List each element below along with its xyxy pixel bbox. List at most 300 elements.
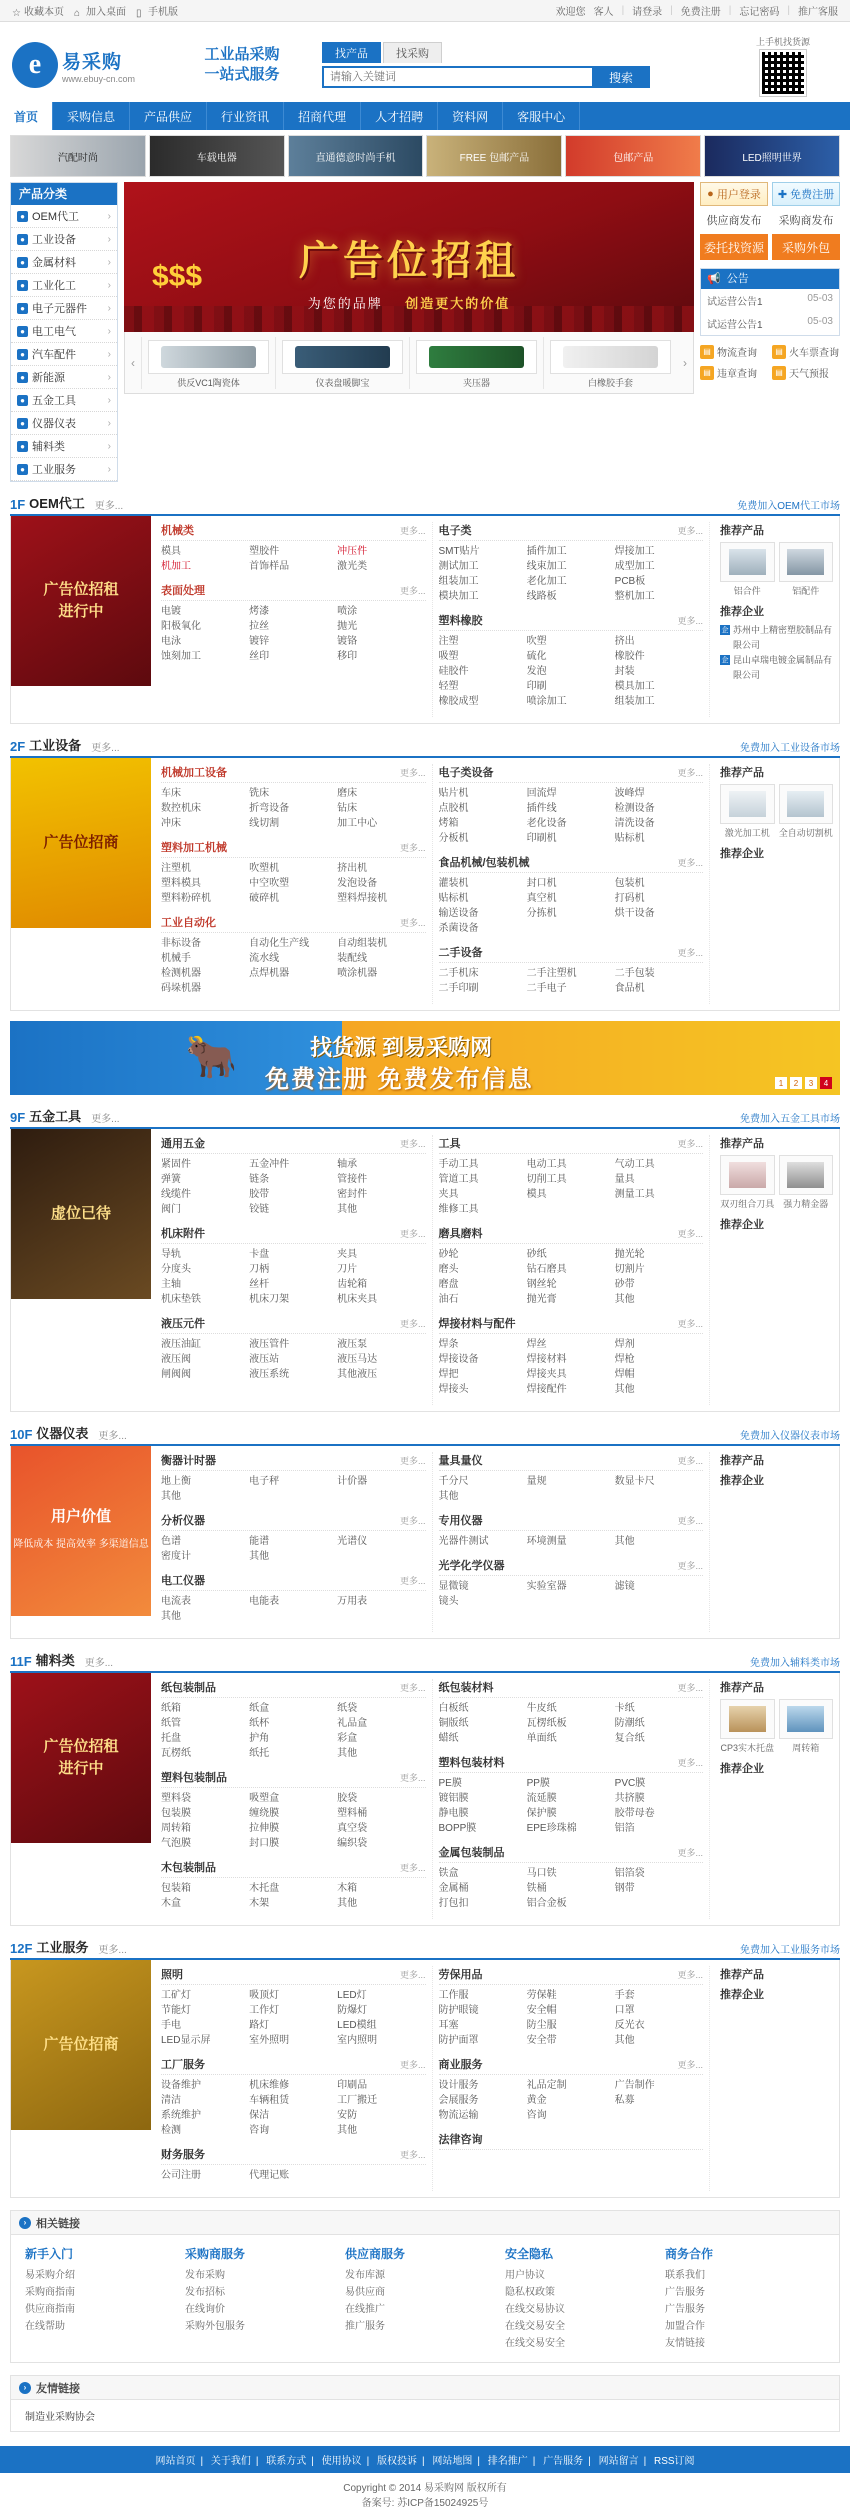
category-link[interactable]: 环境测量	[526, 1536, 567, 1547]
category-link[interactable]: 保洁	[249, 2110, 270, 2121]
group-more-link[interactable]: 更多...	[399, 1682, 426, 1693]
bottom-nav-item[interactable]: 网站留言	[598, 2456, 639, 2467]
product-card[interactable]	[779, 1699, 834, 1754]
category-link[interactable]: 胶带	[249, 1189, 270, 1200]
carousel-prev-icon[interactable]: ‹	[131, 355, 135, 370]
category-link[interactable]: 口罩	[614, 2005, 635, 2016]
floor-join-link[interactable]: 免费加入OEM代工市场	[737, 501, 840, 512]
category-link[interactable]: 蚀刻加工	[161, 651, 201, 662]
category-link[interactable]: 二手电子	[526, 983, 567, 994]
carousel-next-icon[interactable]: ›	[683, 355, 687, 370]
notice-item[interactable]	[701, 312, 839, 335]
category-link[interactable]: 保护膜	[526, 1808, 557, 1819]
category-link[interactable]: 纸管	[161, 1718, 181, 1729]
category-link[interactable]: 镀锌	[249, 636, 270, 647]
category-link[interactable]: 铁盒	[438, 1868, 459, 1879]
category-link[interactable]: 电镀	[161, 606, 181, 617]
category-link[interactable]: 护角	[249, 1733, 270, 1744]
floor-join-link[interactable]: 免费加入工业设备市场	[740, 743, 840, 754]
category-link[interactable]: 黄金	[526, 2095, 547, 2106]
category-link[interactable]: 丝印	[249, 651, 270, 662]
category-link[interactable]: 铜版纸	[438, 1718, 469, 1729]
category-link[interactable]: 五金冲件	[249, 1159, 290, 1170]
search-input[interactable]	[322, 66, 592, 88]
register-link[interactable]: 免费注册	[680, 7, 721, 18]
footer-link[interactable]: 在线询价	[185, 2304, 225, 2315]
footer-link[interactable]: 隐私权政策	[505, 2287, 555, 2298]
category-link[interactable]: 室内照明	[337, 2035, 378, 2046]
category-link[interactable]: 焊接头	[438, 1384, 469, 1395]
bottom-nav-item[interactable]: RSS订阅	[653, 2456, 695, 2467]
category-link[interactable]: 杀菌设备	[438, 923, 479, 934]
floor-ad-banner[interactable]: 广告位招租 进行中	[11, 1673, 151, 1843]
category-link[interactable]: 真空袋	[337, 1823, 368, 1834]
category-link[interactable]: 防潮纸	[614, 1718, 645, 1729]
category-link[interactable]: 数显卡尺	[614, 1476, 655, 1487]
category-link[interactable]: 线路板	[526, 591, 557, 602]
category-link[interactable]: 铝箔袋	[614, 1868, 645, 1879]
category-link[interactable]: 切割片	[614, 1264, 645, 1275]
ad-banner-phone-glasses[interactable]: 直通德意时尚手机	[288, 135, 424, 177]
category-link[interactable]: 其他	[337, 2125, 358, 2136]
category-link[interactable]: 流水线	[249, 953, 280, 964]
category-link[interactable]: 注塑	[438, 636, 459, 647]
user-login-button[interactable]	[700, 182, 768, 206]
category-link[interactable]: 整机加工	[614, 591, 655, 602]
category-link[interactable]: 管道工具	[438, 1174, 479, 1185]
category-link[interactable]: 线束加工	[526, 561, 567, 572]
floor-ad-banner[interactable]: 广告位招租 进行中	[11, 516, 151, 686]
category-link[interactable]: 硅胶件	[438, 666, 469, 677]
category-link[interactable]: 滤镜	[614, 1581, 635, 1592]
category-link[interactable]: 地上衡	[161, 1476, 191, 1487]
category-link[interactable]: 单面纸	[526, 1733, 557, 1744]
category-link[interactable]: 蜡纸	[438, 1733, 459, 1744]
category-link[interactable]: 卡盘	[249, 1249, 270, 1260]
category-link[interactable]: 电能表	[249, 1596, 280, 1607]
category-link[interactable]: 木架	[249, 1898, 270, 1909]
category-link[interactable]: SMT贴片	[438, 546, 480, 557]
category-link[interactable]: 数控机床	[161, 803, 201, 814]
category-link[interactable]: EPE珍珠棉	[526, 1823, 577, 1834]
category-link[interactable]: 安全帽	[526, 2005, 557, 2016]
sidebar-item-instruments[interactable]	[11, 412, 117, 435]
category-link[interactable]: 橡胶件	[614, 651, 645, 662]
category-link[interactable]: 液压阀	[161, 1354, 191, 1365]
category-link[interactable]: 安防	[337, 2110, 358, 2121]
bottom-nav-item[interactable]: 网站地图	[432, 2456, 473, 2467]
floor-more-link[interactable]: 更多...	[98, 1431, 127, 1442]
category-link[interactable]: 老化设备	[526, 818, 567, 829]
footer-link[interactable]: 友情链接	[665, 2338, 705, 2349]
category-link[interactable]: 线缆件	[161, 1189, 191, 1200]
footer-link[interactable]: 加盟合作	[665, 2321, 705, 2332]
tab-find-purchase[interactable]: 找采购	[383, 42, 442, 63]
forgot-password-link[interactable]: 忘记密码	[739, 7, 780, 18]
category-link[interactable]: 焊接夹具	[526, 1369, 567, 1380]
category-link[interactable]: 其他	[614, 1384, 635, 1395]
category-link[interactable]: 节能灯	[161, 2005, 191, 2016]
category-link[interactable]: 组装加工	[614, 696, 655, 707]
group-more-link[interactable]: 更多...	[677, 2059, 703, 2070]
category-link[interactable]: 冲压件	[337, 546, 368, 557]
category-link[interactable]: 周转箱	[161, 1823, 191, 1834]
category-link[interactable]: 焊丝	[526, 1339, 547, 1350]
product-card[interactable]	[720, 1699, 775, 1754]
service-traffic-violation-query[interactable]	[700, 365, 768, 380]
footer-link[interactable]: 用户协议	[505, 2270, 545, 2281]
category-link[interactable]: 印刷机	[526, 833, 557, 844]
category-link[interactable]: 包装箱	[161, 1883, 191, 1894]
category-link[interactable]: 焊枪	[614, 1354, 635, 1365]
category-link[interactable]: 纸箱	[161, 1703, 181, 1714]
footer-link[interactable]: 易供应商	[345, 2287, 385, 2298]
category-link[interactable]: 吸顶灯	[249, 1990, 280, 2001]
category-link[interactable]: 链条	[249, 1174, 270, 1185]
group-more-link[interactable]: 更多...	[677, 1228, 703, 1239]
category-link[interactable]: 折弯设备	[249, 803, 290, 814]
category-link[interactable]: 工矿灯	[161, 1990, 191, 2001]
tab-find-product[interactable]: 找产品	[322, 42, 381, 63]
category-link[interactable]: 二手包装	[614, 968, 655, 979]
login-link[interactable]: 请登录	[632, 7, 663, 18]
category-link[interactable]: 注塑机	[161, 863, 191, 874]
category-link[interactable]: 钢丝轮	[526, 1279, 557, 1290]
category-link[interactable]: 耳塞	[438, 2020, 459, 2031]
category-link[interactable]: 夹具	[438, 1189, 459, 1200]
sidebar-item-new-energy[interactable]	[11, 366, 117, 389]
category-link[interactable]: 纸盒	[249, 1703, 270, 1714]
category-link[interactable]: 焊接配件	[526, 1384, 567, 1395]
group-more-link[interactable]: 更多...	[399, 1575, 426, 1586]
category-link[interactable]: 插件加工	[526, 546, 567, 557]
sidebar-item-industrial-services[interactable]	[11, 458, 117, 481]
category-link[interactable]: 自动化生产线	[249, 938, 310, 949]
group-more-link[interactable]: 更多...	[399, 525, 426, 536]
category-link[interactable]: 线切割	[249, 818, 280, 829]
category-link[interactable]: 刀片	[337, 1264, 358, 1275]
category-link[interactable]: 印刷品	[337, 2080, 368, 2091]
category-link[interactable]: 码垛机器	[161, 983, 201, 994]
nav-item-agency[interactable]: 招商代理	[284, 102, 361, 130]
floor-ad-banner[interactable]: 广告位招商	[11, 758, 151, 928]
floor-ad-banner[interactable]: 广告位招商	[11, 1960, 151, 2130]
category-link[interactable]: 安全带	[526, 2035, 557, 2046]
group-more-link[interactable]: 更多...	[677, 947, 703, 958]
category-link[interactable]: 加工中心	[337, 818, 378, 829]
category-link[interactable]: 齿轮箱	[337, 1279, 368, 1290]
floor-more-link[interactable]: 更多...	[94, 501, 124, 512]
category-link[interactable]: 设备维护	[161, 2080, 201, 2091]
category-link[interactable]: 输送设备	[438, 908, 479, 919]
category-link[interactable]: 塑胶件	[249, 546, 280, 557]
category-link[interactable]: 分板机	[438, 833, 469, 844]
category-link[interactable]: 其他	[438, 1491, 459, 1502]
floor-join-link[interactable]: 免费加入工业服务市场	[740, 1945, 840, 1956]
category-link[interactable]: 木箱	[337, 1883, 358, 1894]
nav-item-resources[interactable]: 资料网	[438, 102, 503, 130]
category-link[interactable]: 焊条	[438, 1339, 459, 1350]
category-link[interactable]: 管接件	[337, 1174, 368, 1185]
group-more-link[interactable]: 更多...	[399, 767, 426, 778]
category-link[interactable]: 磨床	[337, 788, 358, 799]
category-link[interactable]: 油石	[438, 1294, 459, 1305]
category-link[interactable]: 挤出	[614, 636, 635, 647]
category-link[interactable]: 镀铝膜	[438, 1793, 469, 1804]
category-link[interactable]: 波峰焊	[614, 788, 645, 799]
category-link[interactable]: 食品机	[614, 983, 645, 994]
purchase-outsourcing-button[interactable]: 采购外包	[772, 234, 840, 260]
floor-join-link[interactable]: 免费加入仪器仪表市场	[740, 1431, 840, 1442]
category-link[interactable]: 打包扣	[438, 1898, 469, 1909]
category-link[interactable]: 移印	[337, 651, 358, 662]
product-card[interactable]	[720, 784, 775, 839]
sidebar-item-industrial-chemicals[interactable]	[11, 274, 117, 297]
thumbnail-item[interactable]	[275, 337, 409, 389]
category-link[interactable]: 其他	[161, 1611, 181, 1622]
hero-banner[interactable]	[124, 182, 694, 332]
category-link[interactable]: 会展服务	[438, 2095, 479, 2106]
category-link[interactable]: 路灯	[249, 2020, 270, 2031]
category-link[interactable]: 防爆灯	[337, 2005, 368, 2016]
ad-banner-car-electronics[interactable]: 车载电器	[149, 135, 285, 177]
category-link[interactable]: 烤箱	[438, 818, 459, 829]
category-link[interactable]: 塑料模具	[161, 878, 201, 889]
firm-item[interactable]	[720, 653, 833, 683]
category-link[interactable]: 气泡膜	[161, 1838, 191, 1849]
category-link[interactable]: 手动工具	[438, 1159, 479, 1170]
category-link[interactable]: 焊接材料	[526, 1354, 567, 1365]
category-link[interactable]: 共挤膜	[614, 1793, 645, 1804]
category-link[interactable]: 橡胶成型	[438, 696, 479, 707]
floor-join-link[interactable]: 免费加入辅料类市场	[750, 1658, 840, 1669]
category-link[interactable]: 封口膜	[249, 1838, 280, 1849]
category-link[interactable]: 铁桶	[526, 1883, 547, 1894]
category-link[interactable]: 胶袋	[337, 1793, 358, 1804]
nav-item-industry-news[interactable]: 行业资讯	[207, 102, 284, 130]
category-link[interactable]: 抛光轮	[614, 1249, 645, 1260]
search-button[interactable]: 搜索	[592, 66, 650, 88]
category-link[interactable]: 维修工具	[438, 1204, 479, 1215]
footer-link[interactable]: 发布采购	[185, 2270, 225, 2281]
sidebar-item-auxiliary-materials[interactable]	[11, 435, 117, 458]
category-link[interactable]: 塑料桶	[337, 1808, 368, 1819]
footer-link[interactable]: 采购外包服务	[185, 2321, 245, 2332]
category-link[interactable]: 喷涂	[337, 606, 358, 617]
footer-link[interactable]: 广告服务	[665, 2304, 705, 2315]
category-link[interactable]: 防尘服	[526, 2020, 557, 2031]
nav-item-purchase-info[interactable]: 采购信息	[53, 102, 130, 130]
group-more-link[interactable]: 更多...	[677, 525, 703, 536]
category-link[interactable]: 量规	[526, 1476, 547, 1487]
group-more-link[interactable]: 更多...	[677, 1969, 703, 1980]
group-more-link[interactable]: 更多...	[677, 1138, 703, 1149]
category-link[interactable]: 车辆租赁	[249, 2095, 290, 2106]
category-link[interactable]: 其他	[614, 1536, 635, 1547]
category-link[interactable]: 防护眼镜	[438, 2005, 479, 2016]
category-link[interactable]: 纸托	[249, 1748, 270, 1759]
promo-dot[interactable]: 3	[805, 1077, 817, 1089]
category-link[interactable]: 机床垫铁	[161, 1294, 201, 1305]
ad-banner-free-shipping[interactable]: 包邮产品	[565, 135, 701, 177]
category-link[interactable]: 实验室器	[526, 1581, 567, 1592]
category-link[interactable]: 液压油缸	[161, 1339, 201, 1350]
footer-link[interactable]: 推广服务	[345, 2321, 385, 2332]
nav-item-home[interactable]: 首页	[0, 102, 53, 130]
thumbnail-item[interactable]	[141, 337, 275, 389]
group-more-link[interactable]: 更多...	[677, 1455, 703, 1466]
category-link[interactable]: 灌装机	[438, 878, 469, 889]
category-link[interactable]: 检测设备	[614, 803, 655, 814]
group-more-link[interactable]: 更多...	[399, 1138, 426, 1149]
category-link[interactable]: 胶带母卷	[614, 1808, 655, 1819]
sidebar-item-electrical[interactable]	[11, 320, 117, 343]
category-link[interactable]: 工厂搬迁	[337, 2095, 378, 2106]
category-link[interactable]: 物流运输	[438, 2110, 479, 2121]
category-link[interactable]: 手套	[614, 1990, 635, 2001]
category-link[interactable]: 其他	[249, 1551, 270, 1562]
product-card[interactable]	[779, 542, 834, 597]
category-link[interactable]: 分度头	[161, 1264, 191, 1275]
category-link[interactable]: 铣床	[249, 788, 270, 799]
category-link[interactable]: 砂带	[614, 1279, 635, 1290]
category-link[interactable]: 电流表	[161, 1596, 191, 1607]
group-more-link[interactable]: 更多...	[677, 857, 703, 868]
category-link[interactable]: 机床刀架	[249, 1294, 290, 1305]
category-link[interactable]: 瓦楞纸	[161, 1748, 191, 1759]
floor-more-link[interactable]: 更多...	[84, 1658, 114, 1669]
ad-banner-auto-parts[interactable]: 汽配时尚	[10, 135, 146, 177]
category-link[interactable]: 清洗设备	[614, 818, 655, 829]
group-more-link[interactable]: 更多...	[399, 917, 426, 928]
category-link[interactable]: 烤漆	[249, 606, 270, 617]
category-link[interactable]: PCB板	[614, 576, 646, 587]
category-link[interactable]: PVC膜	[614, 1778, 646, 1789]
category-link[interactable]: 显微镜	[438, 1581, 469, 1592]
category-link[interactable]: 贴标机	[614, 833, 645, 844]
category-link[interactable]: 咨询	[249, 2125, 270, 2136]
category-link[interactable]: 室外照明	[249, 2035, 290, 2046]
category-link[interactable]: PP膜	[526, 1778, 550, 1789]
category-link[interactable]: 缠绕膜	[249, 1808, 280, 1819]
category-link[interactable]: 系统维护	[161, 2110, 201, 2121]
category-link[interactable]: 中空吹塑	[249, 878, 290, 889]
category-link[interactable]: 焊接加工	[614, 546, 655, 557]
footer-link[interactable]: 在线帮助	[25, 2321, 65, 2332]
category-link[interactable]: 木托盘	[249, 1883, 280, 1894]
product-card[interactable]	[720, 1155, 775, 1210]
sidebar-item-metal-materials[interactable]	[11, 251, 117, 274]
category-link[interactable]: 二手印刷	[438, 983, 479, 994]
product-card[interactable]	[779, 1155, 834, 1210]
category-link[interactable]: 反光衣	[614, 2020, 645, 2031]
category-link[interactable]: 计价器	[337, 1476, 368, 1487]
category-link[interactable]: 量具	[614, 1174, 635, 1185]
category-link[interactable]: 车床	[161, 788, 181, 799]
category-link[interactable]: 模块加工	[438, 591, 479, 602]
promo-dot-active[interactable]: 4	[820, 1077, 832, 1089]
category-link[interactable]: 焊把	[438, 1369, 459, 1380]
category-link[interactable]: 砂纸	[526, 1249, 547, 1260]
footer-link[interactable]: 在线推广	[345, 2304, 385, 2315]
nav-item-support[interactable]: 客服中心	[503, 102, 580, 130]
ad-banner-led[interactable]: LED照明世界	[704, 135, 840, 177]
category-link[interactable]: BOPP膜	[438, 1823, 477, 1834]
category-link[interactable]: 吹塑机	[249, 863, 280, 874]
category-link[interactable]: 拉伸膜	[249, 1823, 280, 1834]
category-link[interactable]: 非标设备	[161, 938, 201, 949]
category-link[interactable]: 贴片机	[438, 788, 469, 799]
category-link[interactable]: 激光类	[337, 561, 368, 572]
category-link[interactable]: 纸杯	[249, 1718, 270, 1729]
category-link[interactable]: 流延膜	[526, 1793, 557, 1804]
category-link[interactable]: 闸阀阀	[161, 1369, 191, 1380]
category-link[interactable]: 弹簧	[161, 1174, 181, 1185]
category-link[interactable]: 塑料粉碎机	[161, 893, 211, 904]
category-link[interactable]: 导轨	[161, 1249, 181, 1260]
category-link[interactable]: PE膜	[438, 1778, 462, 1789]
footer-link[interactable]: 采购商指南	[25, 2287, 75, 2298]
category-link[interactable]: 气动工具	[614, 1159, 655, 1170]
category-link[interactable]: 吸塑	[438, 651, 459, 662]
category-link[interactable]: 插件线	[526, 803, 557, 814]
category-link[interactable]: 其他	[614, 1294, 635, 1305]
category-link[interactable]: LED显示屏	[161, 2035, 211, 2046]
floor-ad-banner[interactable]	[11, 1446, 151, 1616]
add-desktop-link[interactable]	[74, 3, 126, 18]
category-link[interactable]: 塑料袋	[161, 1793, 191, 1804]
category-link[interactable]: 夹具	[337, 1249, 358, 1260]
entrust-sourcing-button[interactable]: 委托找资源	[700, 234, 768, 260]
category-link[interactable]: 手电	[161, 2020, 181, 2031]
category-link[interactable]: 私募	[614, 2095, 635, 2106]
category-link[interactable]: 检测	[161, 2125, 181, 2136]
group-more-link[interactable]: 更多...	[677, 767, 703, 778]
category-link[interactable]: 纸袋	[337, 1703, 358, 1714]
category-link[interactable]: 喷涂机器	[337, 968, 378, 979]
category-link[interactable]: 包装膜	[161, 1808, 191, 1819]
group-more-link[interactable]: 更多...	[677, 1318, 703, 1329]
category-link[interactable]: 镀铬	[337, 636, 358, 647]
category-link[interactable]: 刀柄	[249, 1264, 270, 1275]
bottom-nav-item[interactable]: 联系方式	[266, 2456, 307, 2467]
bottom-nav-item[interactable]: 广告服务	[543, 2456, 584, 2467]
floor-join-link[interactable]: 免费加入五金工具市场	[740, 1114, 840, 1125]
footer-link[interactable]: 广告服务	[665, 2287, 705, 2298]
category-link[interactable]: 吹塑	[526, 636, 547, 647]
bottom-nav-item[interactable]: 关于我们	[210, 2456, 251, 2467]
group-more-link[interactable]: 更多...	[677, 1515, 703, 1526]
category-link[interactable]: 镜头	[438, 1596, 459, 1607]
category-link[interactable]: 发泡	[526, 666, 547, 677]
group-more-link[interactable]: 更多...	[399, 1228, 426, 1239]
category-link[interactable]: 紧固件	[161, 1159, 191, 1170]
category-link[interactable]: LED模组	[337, 2020, 377, 2031]
service-weather-forecast[interactable]	[772, 365, 840, 380]
category-link[interactable]: 组装加工	[438, 576, 479, 587]
category-link[interactable]: 液压系统	[249, 1369, 290, 1380]
category-link[interactable]: 密封件	[337, 1189, 368, 1200]
category-link[interactable]: 二手机床	[438, 968, 479, 979]
footer-link[interactable]: 易采购介绍	[25, 2270, 75, 2281]
group-more-link[interactable]: 更多...	[399, 585, 426, 596]
service-train-ticket-query[interactable]	[772, 344, 840, 359]
category-link[interactable]: 托盘	[161, 1733, 181, 1744]
category-link[interactable]: 机加工	[161, 561, 191, 572]
category-link[interactable]: 贴标机	[438, 893, 469, 904]
site-logo[interactable]	[12, 42, 172, 88]
category-link[interactable]: 礼品盒	[337, 1718, 368, 1729]
